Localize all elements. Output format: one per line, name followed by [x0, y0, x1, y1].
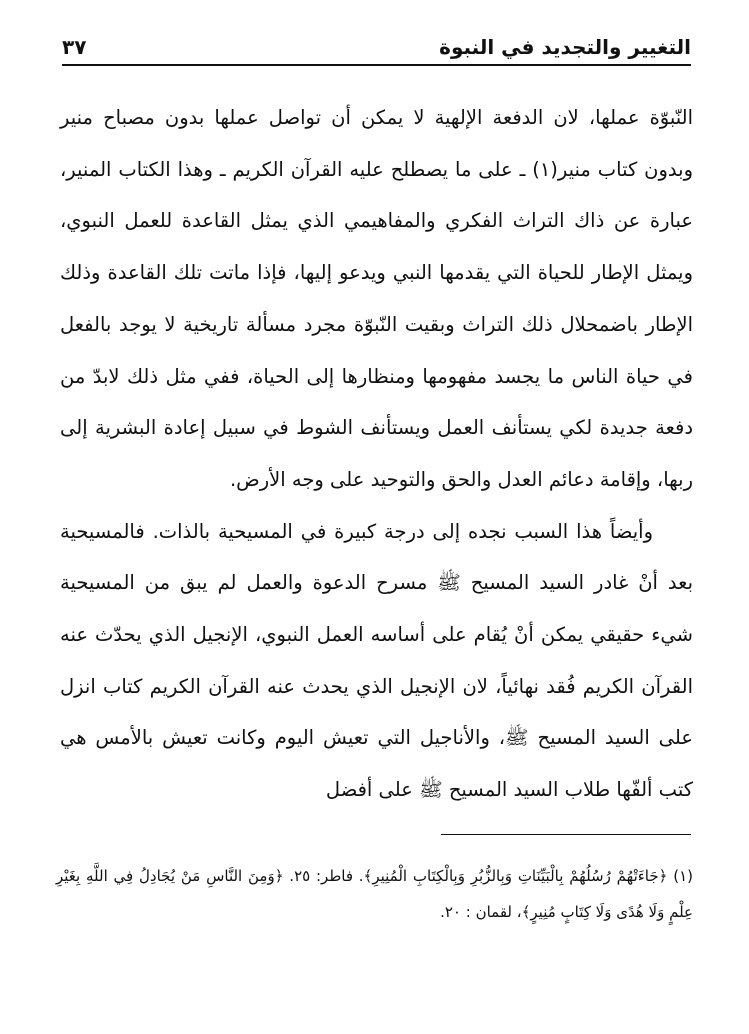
footnote: (١) ﴿جَاءَتْهُمْ رُسُلُهُمْ بِالْبَيِّنَاتِ وَبِالزُّبُرِ وَبِالْكِتَابِ الْمُنِيرِ﴾. فاطر: ٢٥. ﴿وَمِنَ النَّاسِ مَنْ يُجَادِلُ فِي اللَّهِ بِغَيْرِ عِلْمٍ وَلَا هُدًى وَلَا كِتَابٍ مُنِيرٍ﴾، لقمان : ٢٠. [56, 867, 693, 921]
body-text [60, 92, 693, 816]
page-number: ٣٧ [62, 35, 87, 59]
footnote-divider [441, 834, 691, 835]
running-head-title: التغيير والتجديد في النبوة [439, 35, 691, 59]
running-header [62, 28, 691, 66]
paragraph-continued: النّبوّة عملها، لان الدفعة الإلهية لا يمكن أن تواصل عملها بدون مصباح منير وبدون كتاب منير(١) ـ على ما يصطلح عليه القرآن الكريم ـ وهذا الكتاب المنير، عبارة عن ذاك التراث الفكري والمفاهيمي الذي يمثل القاعدة للعمل النبوي، ويمثل الإطار للحياة التي يقدمها النبي ويدعو إليها، فإذا ماتت تلك القاعدة وذلك الإطار باضمحلال ذلك التراث وبقيت النّبوّة مجرد مسألة تاريخية لا يوجد بالفعل في حياة الناس ما يجسد مفهومها ومنظارها إلى الحياة، ففي مثل ذلك لابدّ من دفعة جديدة لكي يستأنف العمل ويستأنف الشوط في سبيل إعادة البشرية إلى ربها، وإقامة دعائم العدل والحق والتوحيد على وجه الأرض. [60, 106, 693, 491]
paragraph: وأيضاً هذا السبب نجده إلى درجة كبيرة في المسيحية بالذات. فالمسيحية بعد أنْ غادر السيد المسيح ﷺ مسرح الدعوة والعمل لم يبق من المسيحية شيء حقيقي يمكن أنْ يُقام على أساسه العمل النبوي، الإنجيل الذي يحدّث عنه القرآن الكريم فُقد نهائياً، لان الإنجيل الذي يحدث عنه القرآن الكريم كتاب انزل على السيد المسيح ﷺ، والأناجيل التي تعيش اليوم وكانت تعيش بالأمس هي كتب ألفّها طلاب السيد المسيح ﷺ على أفضل [60, 519, 693, 802]
